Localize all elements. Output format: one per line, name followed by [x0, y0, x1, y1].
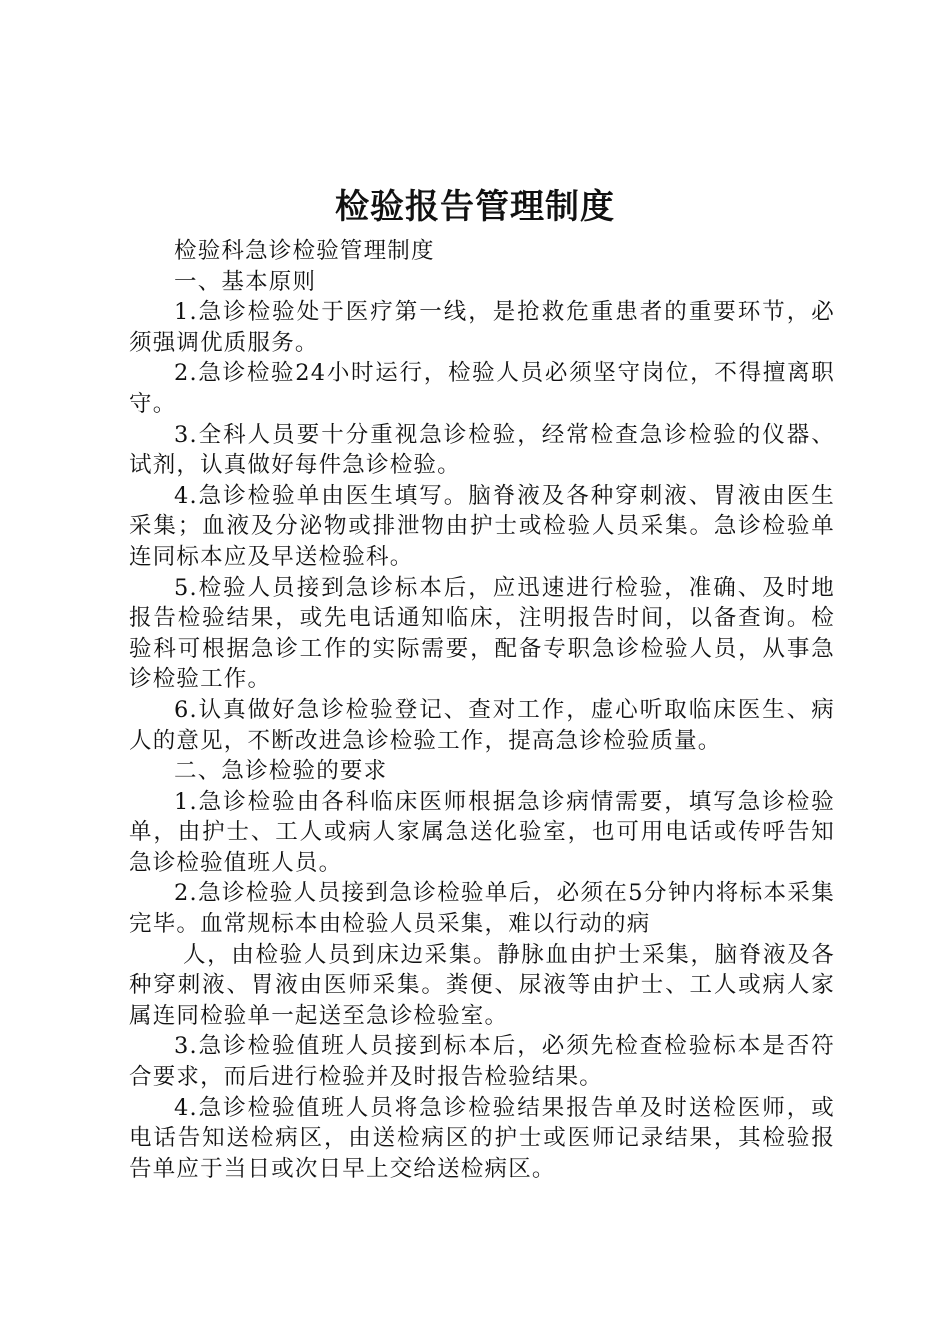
paragraph: 1.急诊检验处于医疗第一线，是抢救危重患者的重要环节，必须强调优质服务。 [129, 299, 835, 356]
paragraph: 4.急诊检验单由医生填写。脑脊液及各种穿刺液、胃液由医生采集；血液及分泌物或排泄物由护士或检验人员采集。急诊检验单连同标本应及早送检验科。 [129, 482, 835, 570]
paragraph: 1.急诊检验由各科临床医师根据急诊病情需要，填写急诊检验单，由护士、工人或病人家属急送化验室，也可用电话或传呼告知急诊检验值班人员。 [129, 788, 835, 876]
paragraph: 4.急诊检验值班人员将急诊检验结果报告单及时送检医师，或电话告知送检病区，由送检病区的护士或医师记录结果，其检验报告单应于当日或次日早上交给送检病区。 [129, 1094, 835, 1182]
paragraph: 2.急诊检验24小时运行，检验人员必须坚守岗位，不得擅离职守。 [129, 360, 835, 417]
document-body [129, 236, 835, 1184]
section-heading: 二、急诊检验的要求 [174, 758, 388, 785]
paragraph: 5.检验人员接到急诊标本后，应迅速进行检验，准确、及时地报告检验结果，或先电话通知临床，注明报告时间，以备查询。检验科可根据急诊工作的实际需要，配备专职急诊检验人员，从事急诊检验工作。 [129, 574, 835, 693]
paragraph: 3.急诊检验值班人员接到标本后，必须先检查检验标本是否符合要求，而后进行检验并及时报告检验结果。 [129, 1033, 835, 1091]
section-heading: 一、基本原则 [174, 268, 317, 295]
document-title: 检验报告管理制度 [335, 187, 615, 227]
paragraph: 3.全科人员要十分重视急诊检验，经常检查急诊检验的仪器、试剂，认真做好每件急诊检验。 [129, 421, 835, 479]
paragraph: 2.急诊检验人员接到急诊检验单后，必须在5分钟内将标本采集完毕。血常规标本由检验人员采集，难以行动的病 [129, 880, 835, 938]
paragraph: 6.认真做好急诊检验登记、查对工作，虚心听取临床医生、病人的意见，不断改进急诊检验工作，提高急诊检验质量。 [129, 696, 835, 754]
paragraph: 检验科急诊检验管理制度 [174, 238, 435, 264]
paragraph: 人，由检验人员到床边采集。静脉血由护士采集，脑脊液及各种穿刺液、胃液由医师采集。粪便、尿液等由护士、工人或病人家属连同检验单一起送至急诊检验室。 [129, 941, 835, 1029]
